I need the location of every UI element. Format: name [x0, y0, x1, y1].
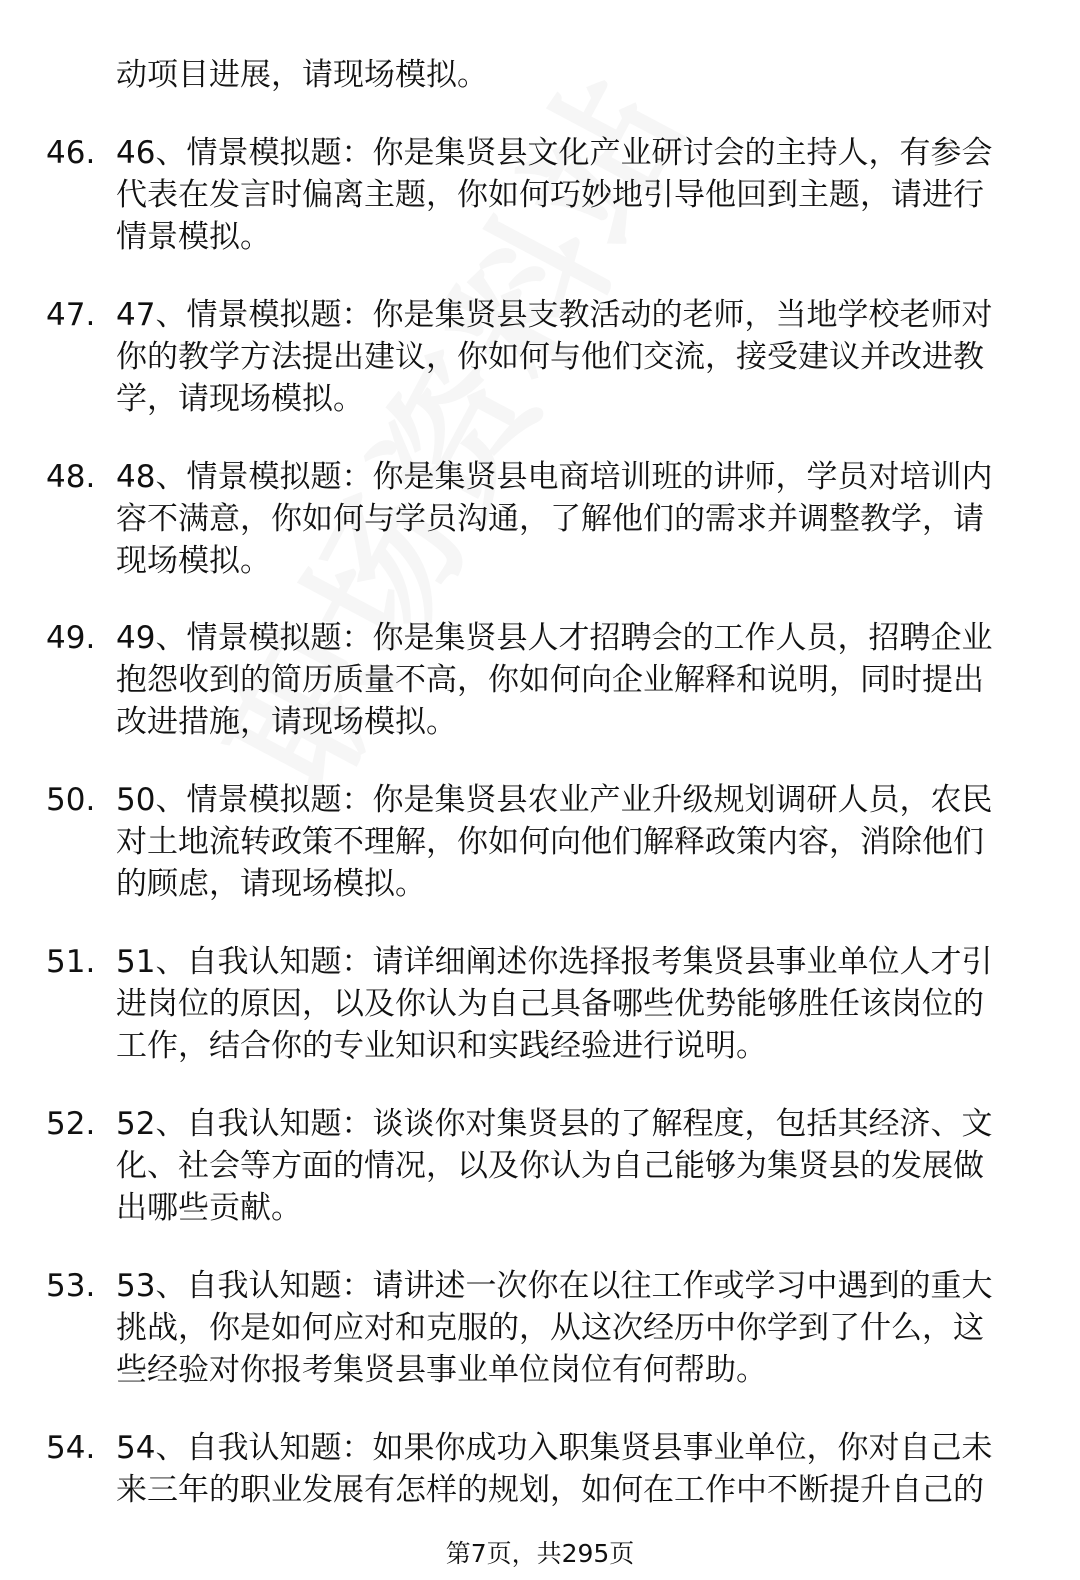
list-item-line: 54、自我认知题：如果你成功入职集贤县事业单位，你对自己未: [116, 1430, 993, 1466]
list-item-text: [116, 1265, 1036, 1391]
list-item-text: [116, 617, 1036, 743]
list-item-line: 的顾虑，请现场模拟。: [116, 866, 426, 902]
list-item-number: 51.: [46, 944, 96, 980]
list-item-line: 50、情景模拟题：你是集贤县农业产业升级规划调研人员，农民: [116, 782, 993, 818]
list-item-number: 49.: [46, 620, 96, 656]
list-item-line: 你的教学方法提出建议，你如何与他们交流，接受建议并改进教: [116, 339, 984, 375]
list-item-text: [116, 456, 1036, 582]
list-item-line: 改进措施，请现场模拟。: [116, 704, 457, 740]
list-item-number: 46.: [46, 135, 96, 171]
list-item-number: 50.: [46, 782, 96, 818]
list-item-line: 48、情景模拟题：你是集贤县电商培训班的讲师，学员对培训内: [116, 459, 993, 495]
list-item-text: [116, 941, 1036, 1067]
list-item-line: 46、情景模拟题：你是集贤县文化产业研讨会的主持人，有参会: [116, 135, 993, 171]
list-item-line: 51、自我认知题：请详细阐述你选择报考集贤县事业单位人才引: [116, 944, 993, 980]
list-item-line: 抱怨收到的简历质量不高，你如何向企业解释和说明，同时提出: [116, 662, 984, 698]
list-item-line: 些经验对你报考集贤县事业单位岗位有何帮助。: [116, 1352, 767, 1388]
list-item-text: [116, 1427, 1036, 1511]
list-item-line: 47、情景模拟题：你是集贤县支教活动的老师，当地学校老师对: [116, 297, 993, 333]
list-item-line: 进岗位的原因，以及你认为自己具备哪些优势能够胜任该岗位的: [116, 986, 984, 1022]
list-item-text: [116, 132, 1036, 258]
list-item-line: 52、自我认知题：谈谈你对集贤县的了解程度，包括其经济、文: [116, 1106, 993, 1142]
list-item-line: 学，请现场模拟。: [116, 381, 364, 417]
list-item-text: [116, 294, 1036, 420]
list-item-line: 出哪些贡献。: [116, 1190, 302, 1226]
list-item-number: 47.: [46, 297, 96, 333]
list-item-number: 54.: [46, 1430, 96, 1466]
list-item-line: 情景模拟。: [116, 219, 271, 255]
list-item-line: 49、情景模拟题：你是集贤县人才招聘会的工作人员，招聘企业: [116, 620, 993, 656]
list-item-number: 53.: [46, 1268, 96, 1304]
list-item-line: 工作，结合你的专业知识和实践经验进行说明。: [116, 1028, 767, 1064]
list-item-line: 53、自我认知题：请讲述一次你在以往工作或学习中遇到的重大: [116, 1268, 993, 1304]
list-item-text: [116, 1103, 1036, 1229]
list-item-text: [116, 779, 1036, 905]
list-item-number: 52.: [46, 1106, 96, 1142]
list-item-line: 挑战，你是如何应对和克服的，从这次经历中你学到了什么，这: [116, 1310, 984, 1346]
list-item-line: 化、社会等方面的情况，以及你认为自己能够为集贤县的发展做: [116, 1148, 984, 1184]
list-item-line: 代表在发言时偏离主题，你如何巧妙地引导他回到主题，请进行: [116, 177, 984, 213]
list-item-number: 48.: [46, 459, 96, 495]
list-item-line: 来三年的职业发展有怎样的规划，如何在工作中不断提升自己的: [116, 1472, 984, 1508]
list-item-line: 现场模拟。: [116, 543, 271, 579]
page-footer: 第7页，共295页: [445, 1539, 635, 1568]
continuation-text: 动项目进展，请现场模拟。: [116, 57, 488, 93]
list-item-line: 对土地流转政策不理解，你如何向他们解释政策内容，消除他们: [116, 824, 984, 860]
list-item-line: 容不满意，你如何与学员沟通，了解他们的需求并调整教学，请: [116, 501, 984, 537]
